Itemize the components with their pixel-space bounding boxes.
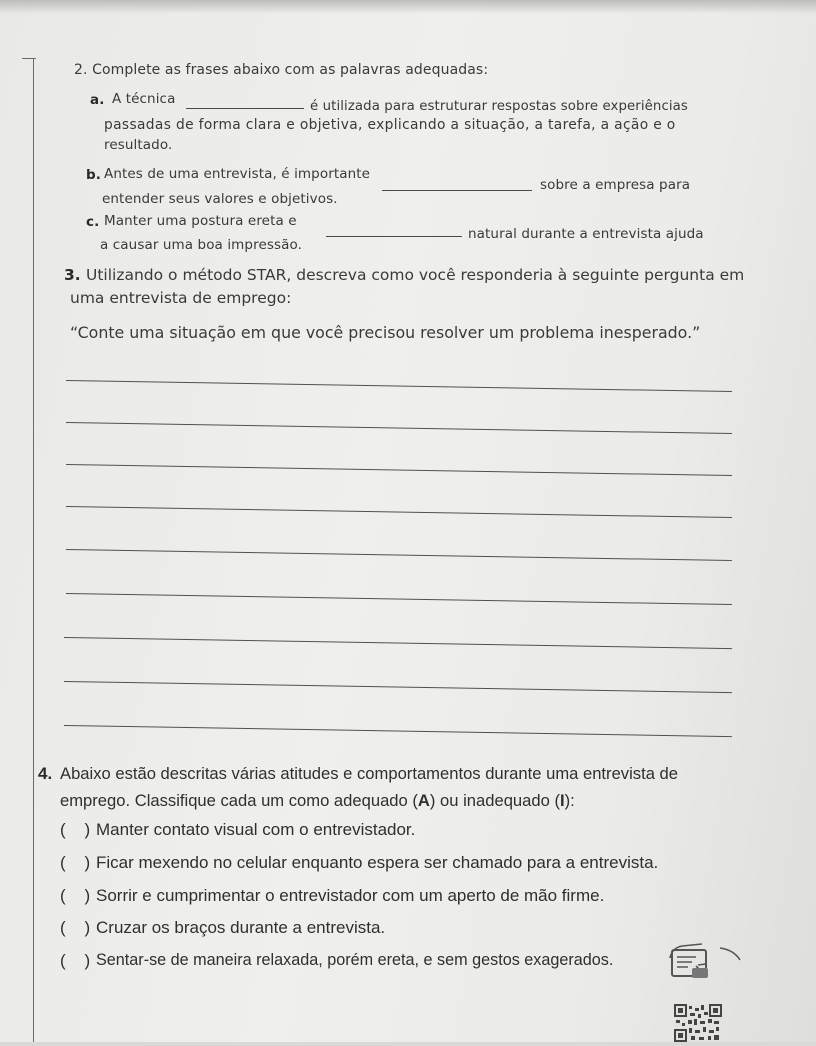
q4-item-2-blank[interactable]: ( ) (60, 853, 91, 872)
q2a-line3: resultado. (104, 137, 173, 153)
answer-line-1[interactable] (66, 380, 732, 392)
q2a-before: A técnica (112, 91, 176, 107)
qr-code-icon (674, 1004, 722, 1042)
q2c-blank[interactable] (326, 236, 462, 237)
q4-item-5-blank[interactable]: ( ) (60, 951, 91, 970)
q4-item-1-blank[interactable]: ( ) (60, 820, 91, 839)
q4-adequate-letter: A (417, 791, 430, 810)
q3-line1: Utilizando o método STAR, descreva como você responderia à seguinte pergunta em (86, 266, 745, 284)
q2b-blank[interactable] (382, 190, 532, 191)
q2c-before: Manter uma postura ereta e (104, 213, 297, 229)
q4-line2 (60, 791, 575, 811)
page-shadow (0, 0, 816, 14)
q3-quote: “Conte uma situação em que você precisou resolver um problema inesperado.” (70, 323, 701, 342)
q2a-after: é utilizada para estruturar respostas sobre experiências (310, 99, 688, 114)
q2b-after: sobre a empresa para (540, 177, 691, 193)
answer-line-7[interactable] (64, 637, 732, 649)
q2-prompt: 2. Complete as frases abaixo com as palavras adequadas: (74, 62, 489, 78)
answer-line-5[interactable] (66, 549, 732, 561)
answer-line-3[interactable] (66, 464, 732, 476)
q4-line2-pre: emprego. Classifique cada um como adequado ( (60, 791, 418, 810)
q4-item-3: Sorrir e cumprimentar o entrevistador com um aperto de mão firme. (96, 886, 605, 905)
q3-number: 3. (64, 266, 81, 284)
answer-line-2[interactable] (66, 422, 732, 434)
q3-line2: uma entrevista de emprego: (70, 289, 292, 307)
q4-line1: Abaixo estão descritas várias atitudes e comportamentos durante uma entrevista de (60, 764, 678, 783)
answer-line-4[interactable] (66, 506, 732, 518)
answer-line-9[interactable] (64, 725, 732, 737)
q2b-line2: entender seus valores e objetivos. (102, 191, 338, 207)
answer-line-6[interactable] (66, 593, 732, 605)
q4-item-4: Cruzar os braços durante a entrevista. (96, 918, 386, 937)
q4-item-1: Manter contato visual com o entrevistador. (96, 820, 416, 839)
q2a-line2: passadas de forma clara e objetiva, explicando a situação, a tarefa, a ação e o (104, 117, 676, 133)
q4-line2-post: ): (564, 791, 575, 810)
q2a-letter: a. (90, 92, 105, 108)
q4-item-3-blank[interactable]: ( ) (60, 886, 91, 905)
q2a-blank[interactable] (186, 108, 304, 109)
q2b-before: Antes de uma entrevista, é importante (104, 166, 371, 182)
q4-inadequate-letter: I (559, 791, 565, 810)
q2c-letter: c. (86, 214, 100, 230)
answer-line-8[interactable] (64, 681, 732, 693)
q4-line2-mid: ) ou inadequado ( (429, 791, 560, 810)
q2b-letter: b. (86, 167, 101, 183)
q4-number: 4. (38, 764, 53, 783)
margin-tick (22, 58, 36, 59)
q4-item-5: Sentar-se de maneira relaxada, porém ereta, e sem gestos exagerados. (96, 951, 614, 969)
q4-item-2: Ficar mexendo no celular enquanto espera ser chamado para a entrevista. (96, 853, 659, 872)
q4-item-4-blank[interactable]: ( ) (60, 918, 91, 937)
qr-code-svg (674, 1004, 722, 1042)
q2c-after: natural durante a entrevista ajuda (468, 226, 704, 242)
q2c-line2: a causar uma boa impressão. (100, 237, 303, 253)
margin-line (33, 58, 34, 1042)
